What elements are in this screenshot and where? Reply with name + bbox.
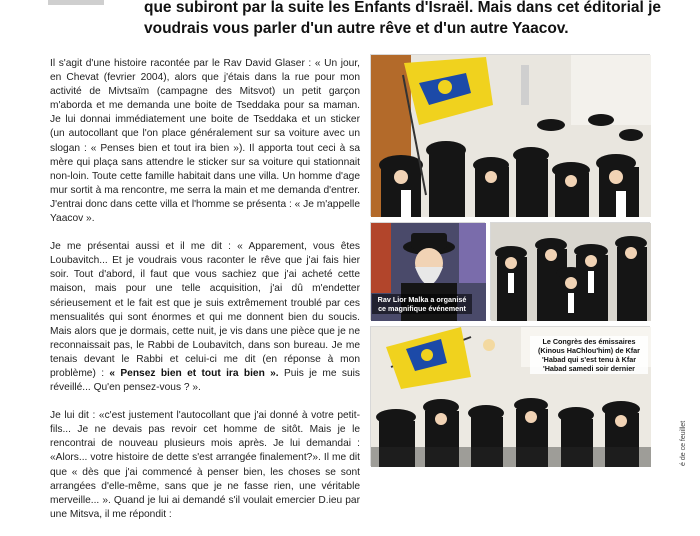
paragraph-1: Il s'agit d'une histoire racontée par le Rav David Glaser : « Un jour, en Chevat (fevrier 2004), alors que j'étais dans la rue pour mon activité de Mivtsaïm (campagne des Mitsvot) un petit garçon m'aborda et me demanda une boite de Tseddaka pour sa maman. Je lui donnai immédiatement une boite de Tseddaka et un sticker (un autocollant que l'on place généralement sur sa voiture avec un slogan : « Penses bien et tout ira bien »). Il apporta tout ceci à sa mère qui plaça sans attendre le sticker sur sa voiture qui stationnait non-loin. Toute cette famille habitait dans une villa. Un homme d'age mur sortit à ma rencontre, me serra la main et me demanda d'entrer. J'entrai donc dans cette villa et l'homme se présenta : « Je m'appelle Yaacov ».	[50, 58, 360, 225]
paragraph-3: Je lui dit : «c'est justement l'autocollant que j'ai donné à votre petit-fils... Je ne devais pas revoir cet homme de sitôt. Mais je le rencontrai de nouveau plusieurs mois après. Je lui demandai : «Alors... votre histoire de dette s'est arrangée finalement?». Il me dit que « dès que j'ai commencé à penser bien, les choses se sont arrangées d'elle-même, sans que je ne fasse rien, une véritable merveille... ». Quand je lui ai demandé s'il voulait emercier D.ieu par une Mitsva, il me répondit :	[50, 410, 360, 520]
side-note-vertical: é de ce feuillet	[680, 420, 687, 466]
paragraph-2-end: Puis je me suis réveillé... Qu'en pensez-vous ? ».	[50, 367, 361, 394]
caption-photo-2: Rav Lior Malka a organisé ce magnifique événement	[372, 294, 472, 314]
article-column	[50, 57, 360, 536]
paragraph-2	[50, 240, 360, 395]
photo-crowd-men	[490, 222, 650, 320]
top-rule	[48, 0, 104, 5]
paragraph-2-bold: « Pensez bien et tout ira bien ».	[109, 367, 279, 379]
caption-photo-4: Le Congrès des émissaires (Kinous HaChlou'him) de Kfar 'Habad qui s'est tenu à Kfar 'Habad samedi soir dernier	[530, 336, 648, 374]
paragraph-2-start: Je me présentai aussi et il me dit : « Apparement, vous êtes Loubavitch... Et je voudrais vous raconter le rêve que j'ai fais hier soir. Tout d'abord, il faut que vous sachiez que j'ai acheté cette maison, mais pour une telle acquisition, j'ai dû m'endetter sérieusement et le fait est que je suis extrêmement troublé par ces mensualités qui sont énormes et qui me donnent bien du soucis. Mais alors que je dormais, cette nuit, je vis dans une pièce que je ne reconnaissait pas, le Rabbi de Loubavitch, dans son bureau. Je me tenais devant le Rabbi et celui-ci me dit (en réponse à mon problème) :	[50, 241, 360, 379]
headline-line-1: que subiront par la suite les Enfants d'Israël. Mais dans cet éditorial je	[144, 0, 662, 16]
headline-line-2: voudrais vous parler d'un autre rêve et d'un autre Yaacov.	[144, 20, 569, 37]
photo-crowd-flag	[370, 54, 650, 216]
headline	[144, 0, 664, 39]
